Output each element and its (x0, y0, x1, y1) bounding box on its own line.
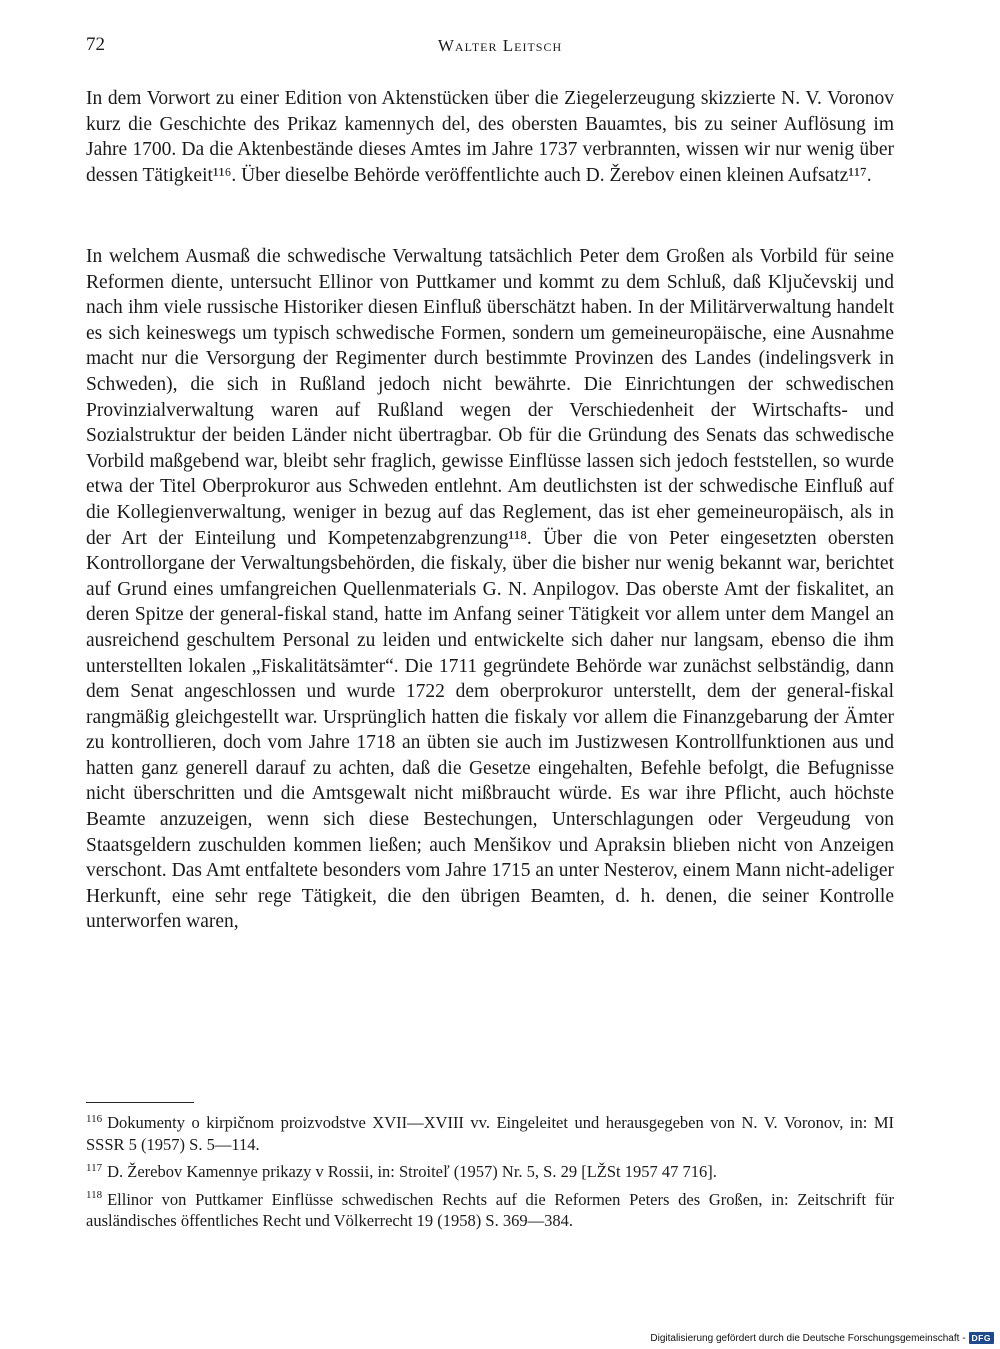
footnote-118 (86, 1189, 894, 1232)
footnote-rule (86, 1102, 194, 1103)
footnote-text: Dokumenty o kirpičnom proizvodstve XVII—XVIII vv. Eingeleitet und herausgegeben von N. V. Voronov, in: MI SSSR 5 (1957) S. 5—114. (86, 1113, 894, 1154)
footnote-116 (86, 1112, 894, 1155)
page-number: 72 (86, 34, 105, 55)
digitization-credit (650, 1332, 994, 1344)
paragraph-1: In dem Vorwort zu einer Edition von Aktenstücken über die Ziegelerzeugung skizzierte N. V. Voronov kurz die Geschichte des Prikaz kamennych del, des obersten Bauamtes, bis zu seiner Auflösung im Jahre 1700. Da die Aktenbestände dieses Amtes im Jahre 1737 verbrannten, wissen wir nur wenig über dessen Tätigkeit¹¹⁶. Über dieselbe Behörde veröffentlichte auch D. Žerebov einen kleinen Aufsatz¹¹⁷. (86, 88, 894, 186)
footnote-number: 118 (86, 1189, 103, 1201)
credit-text: Digitalisierung gefördert durch die Deutsche Forschungsgemeinschaft - (650, 1332, 966, 1344)
footnote-text: Ellinor von Puttkamer Einflüsse schwedischen Rechts auf die Reformen Peters des Großen, in: Zeitschrift für ausländisches öffentliches Recht und Völkerrecht 19 (1958) S. 369—384. (86, 1189, 894, 1230)
footnotes (86, 1112, 894, 1238)
running-head: Walter Leitsch (437, 36, 563, 55)
dfg-logo: DFG (969, 1332, 994, 1344)
footnote-number: 116 (86, 1112, 103, 1125)
footnote-text: D. Žerebov Kamennye prikazy v Rossii, in: Stroiteľ (1957) Nr. 5, S. 29 [LŽSt 1957 47 716]. (107, 1162, 717, 1181)
footnote-number: 117 (86, 1161, 103, 1174)
footnote-117 (86, 1161, 894, 1183)
paragraph-2: In welchem Ausmaß die schwedische Verwaltung tatsächlich Peter dem Großen als Vorbild für seine Reformen diente, untersucht Ellinor von Puttkamer und kommt zu dem Schluß, daß Ključevskij und nach ihm viele russische Historiker diesen Einfluß überschätzt haben. In der Militärverwaltung handelt es sich keineswegs um typisch schwedische Formen, sondern um gemeineuropäische, eine Ausnahme macht nur die Versorgung der Regimenter durch bestimmte Provinzen des Landes (indelingsverk in Schweden), die sich in Rußland jedoch nicht bewährte. Die Einrichtungen der schwedischen Provinzialverwaltung waren auf Rußland wegen der Verschiedenheit der Wirtschafts- und Sozialstruktur der beiden Länder nicht übertragbar. Ob für die Gründung des Senats das schwedische Vorbild maßgebend war, bleibt sehr fraglich, gewisse Einflüsse lassen sich jedoch feststellen, so wurde etwa der Titel Oberprokuror aus Schweden entlehnt. Am deutlichsten ist der schwedische Einfluß auf die Kollegienverwaltung, weniger in bezug auf das Reglement, das ist eher gemeineuropäisch, als in der Art der Einteilung und Kompetenzabgrenzung¹¹⁸. Über die von Peter eingesetzten obersten Kontrollorgane der Verwaltungsbehörden, die fiskaly, über die bisher nur wenig bekannt war, berichtet auf Grund eines umfangreichen Quellenmaterials G. N. Anpilogov. Das oberste Amt der fiskalitet, an deren Spitze der general-fiskal stand, hatte im Anfang seiner Tätigkeit vor allem unter dem Mangel an ausreichend geschultem Personal zu leiden und entwickelte sich daher nur langsam, ebenso die ihm unterstellten lokalen „Fiskalitätsämter“. Die 1711 gegründete Behörde war zunächst selbständig, dann dem Senat angeschlossen und wurde 1722 dem oberprokuror unterstellt, dem der general-fiskal rangmäßig gleichgestellt war. Ursprünglich hatten die fiskaly vor allem die Finanzgebarung der Ämter zu kontrollieren, doch vom Jahre 1718 an übten sie auch im Justizwesen Kontrollfunktionen aus und hatten ganz generell darauf zu achten, daß die Gesetze eingehalten, Befehle befolgt, die Befugnisse nicht überschritten und die Amtsgewalt nicht mißbraucht würde. Es war ihre Pflicht, auch höchste Beamte anzuzeigen, wenn sich diese Bestechungen, Unterschlagungen oder Vergeudung von Staatsgeldern zuschulden kommen ließen; auch Menšikov und Apraksin blieben nicht von Anzeigen verschont. Das Amt entfaltete besonders vom Jahre 1715 an unter Nesterov, einem Mann nicht-adeliger Herkunft, eine sehr rege Tätigkeit, die den übrigen Beamten, d. h. denen, die seiner Kontrolle unterworfen waren, (86, 246, 894, 933)
